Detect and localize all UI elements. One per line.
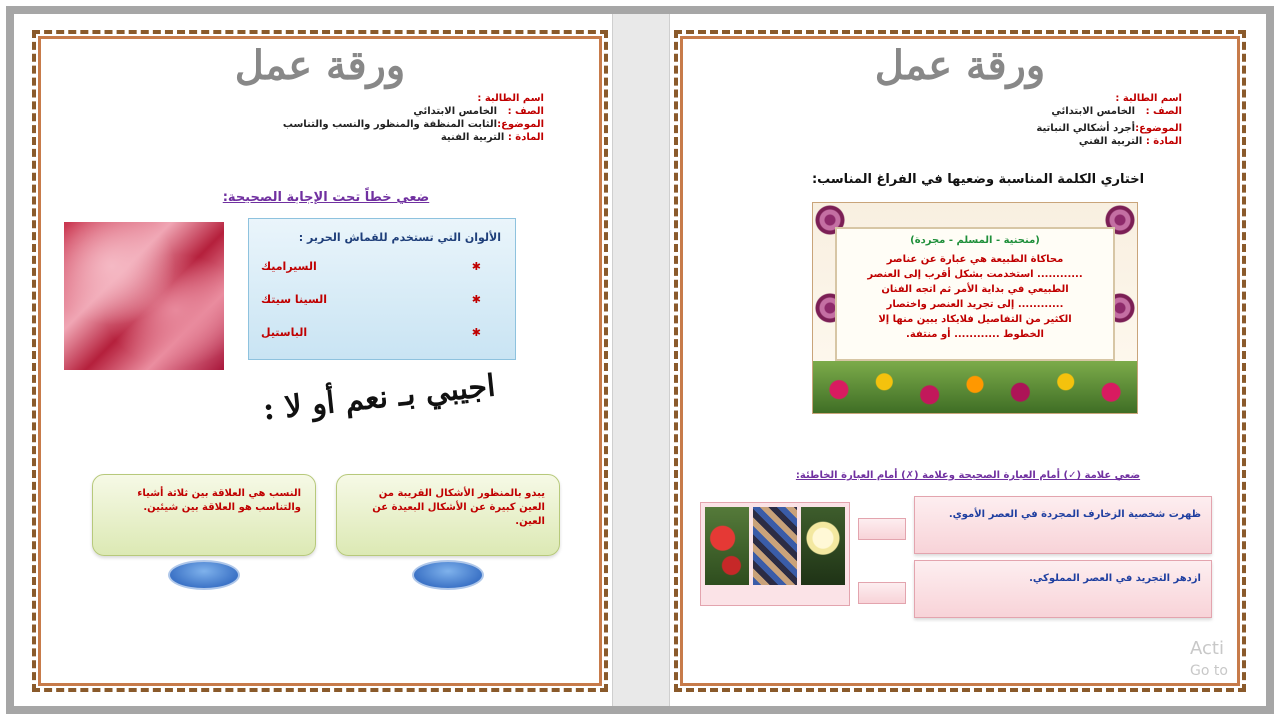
paragraph-line: الخطوط ............ أو منتفة.	[906, 329, 1044, 340]
student-label: اسم الطالبة :	[1115, 93, 1182, 104]
worksheet-title: ورقة عمل	[234, 42, 406, 89]
art-images-strip	[700, 502, 850, 606]
yes-no-heading: اجيبي بـ نعم أو لا :	[261, 368, 498, 428]
answer-oval-perspective[interactable]	[412, 560, 484, 590]
word-bank: (منحنية - المسلم - مجردة)	[910, 235, 1040, 246]
fill-blank-text-area	[835, 227, 1115, 361]
asterisk-icon: ✱	[471, 293, 481, 306]
paragraph-line: ............ استخدمت بشكل أقرب إلى العنصر	[867, 269, 1083, 280]
paragraph-line: ............ إلى تجريد العنصر واختصار	[886, 299, 1064, 310]
true-false-heading: ضعي علامة (✓) أمام العبارة الصحيحة وعلامة (✗) أمام العبارة الخاطئة:	[795, 470, 1141, 481]
option-label: السيراميك	[261, 260, 317, 273]
option-row[interactable]	[261, 260, 481, 273]
tf-answer-box[interactable]	[858, 518, 906, 540]
question-prompt: الألوان التي تستخدم للقماش الحرير :	[298, 231, 501, 244]
class-value: الخامس الابتدائي	[413, 106, 498, 117]
topic-value: الثابت المنظفة والمنظور والنسب والتناسب	[282, 119, 498, 130]
class-label: الصف :	[507, 106, 544, 117]
underline-section-heading: ضعي خطاً تحت الإجابة الصحيحة:	[222, 190, 430, 205]
option-label: السينا سيتك	[261, 293, 328, 306]
worksheet-page-left	[32, 30, 608, 692]
watermark-line: Go to	[1190, 663, 1228, 679]
subject-label: المادة :	[507, 132, 544, 143]
option-row[interactable]	[261, 326, 481, 339]
statement-card-proportion: النسب هي العلاقة بين ثلاثة أشياء والتناسب هو العلاقة بين شيئين.	[92, 474, 316, 556]
option-row[interactable]	[261, 293, 481, 306]
class-value: الخامس الابتدائي	[1051, 106, 1136, 117]
page-gutter	[612, 14, 670, 706]
subject-value: التربية الفني	[1078, 136, 1143, 147]
statement-card-perspective: يبدو بالمنظور الأشكال القريبة من العين كبيرة عن الأشكال البعيدة عن العين.	[336, 474, 560, 556]
student-info	[244, 92, 544, 144]
silk-fabric-image	[64, 222, 224, 370]
paragraph-line: الطبيعي في بداية الأمر ثم اتجه الفنان	[881, 284, 1069, 295]
student-label: اسم الطالبة :	[477, 93, 544, 104]
subject-label: المادة :	[1145, 136, 1182, 147]
activation-watermark	[1190, 638, 1228, 682]
worksheet-page-right	[674, 30, 1246, 692]
watermark-line: Acti	[1190, 638, 1224, 659]
daffodil-image	[801, 507, 845, 585]
topic-label: الموضوع:	[497, 119, 544, 130]
tf-answer-box[interactable]	[858, 582, 906, 604]
red-flower-image	[705, 507, 749, 585]
option-label: الباستيل	[261, 326, 308, 339]
class-label: الصف :	[1145, 106, 1182, 117]
answer-oval-proportion[interactable]	[168, 560, 240, 590]
topic-label: الموضوع:	[1135, 123, 1182, 134]
tf-statement-box: ازدهر التجريد في العصر المملوكي.	[914, 560, 1212, 618]
worksheet-title: ورقة عمل	[874, 42, 1046, 89]
asterisk-icon: ✱	[471, 326, 481, 339]
fill-blank-card	[812, 202, 1138, 414]
subject-value: التربية الفنية	[440, 132, 505, 143]
fill-blank-heading: اختاري الكلمة المناسبة وضعيها في الفراغ المناسب:	[811, 172, 1145, 187]
asterisk-icon: ✱	[471, 260, 481, 273]
student-info	[882, 92, 1182, 148]
question-box	[248, 218, 516, 360]
abstract-pattern-image	[753, 507, 797, 585]
tf-statement-box: ظهرت شخصية الزخارف المجردة في العصر الأموي.	[914, 496, 1212, 554]
paragraph-line: محاكاة الطبيعة هي عبارة عن عناصر	[886, 254, 1064, 265]
paragraph-line: الكثير من التفاصيل فلايكاد يبين منها إلا	[878, 314, 1072, 325]
flower-border-image	[813, 361, 1137, 413]
topic-value: أجرد أشكالي النباتية	[1036, 123, 1136, 134]
